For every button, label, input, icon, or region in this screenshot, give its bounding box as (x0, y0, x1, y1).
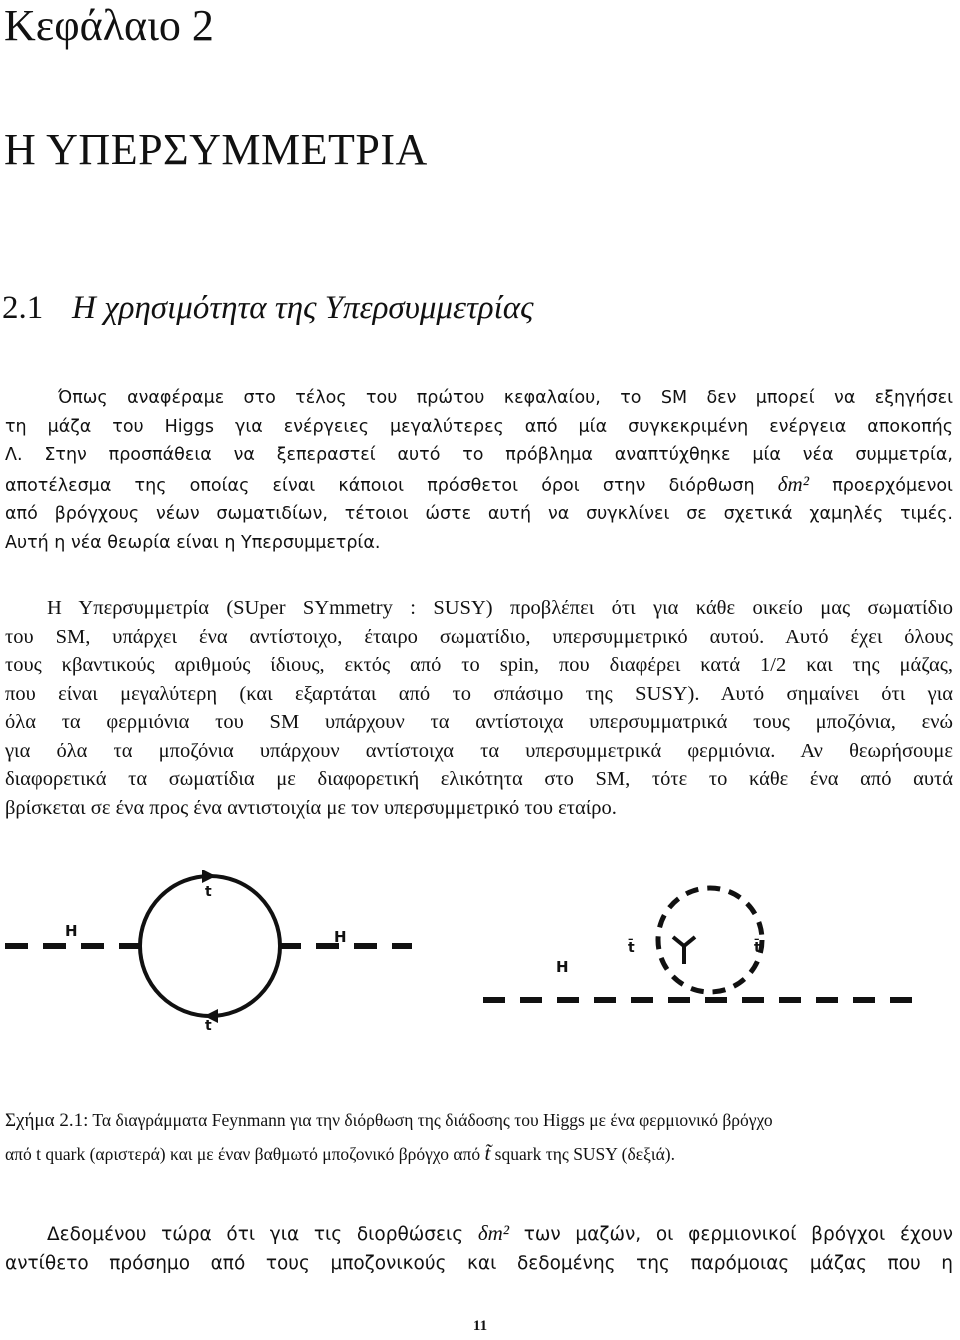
label-h: H (556, 958, 569, 976)
feynman-diagrams-figure (0, 870, 960, 1040)
text-line: του SM, υπάρχει ένα αντίστοιχο, έταιρο σωματίδιο, υπερσυμμετρικό αυτού. Αυτό έχει όλους (5, 625, 953, 648)
label-stop-right: t̄ (754, 940, 761, 956)
text-line: Αυτή η νέα θεωρία είναι η Υπερσυμμετρία. (5, 532, 381, 553)
math-dm2: δm² (477, 1221, 510, 1245)
text-line: που είναι μεγαλύτερη (και εξαρτάται από το σπάσιμο της SUSY). Αυτό σημαίνει ότι για (5, 682, 953, 705)
text-line: όλα τα φερμιόνια του SM υπάρχουν τα αντίστοιχα υπερσυμματρικά τους μποζόνια, ενώ (5, 711, 953, 733)
text-line: τους κβαντικούς αριθμούς ίδιους, εκτός από το spin, που διαφέρει κατά 1/2 και της μάζας, (5, 654, 953, 676)
scalar-loop-diagram (483, 888, 912, 1000)
section-title: Η χρησιμότητα της Υπερσυμμετρίας (72, 290, 534, 326)
caption-line (5, 1104, 955, 1137)
arrow-icon (202, 870, 216, 883)
caption-line (5, 1137, 955, 1171)
vertex-stub (684, 937, 695, 946)
text-line (5, 470, 953, 501)
text-line: για όλα τα μποζόνια υπάρχουν αντίστοιχα τα υπερσυμμετρικά φερμιόνια. Αν θεωρήσουμε (5, 739, 953, 762)
paragraph-corrections (5, 1219, 953, 1278)
label-t-bottom: t (205, 1018, 212, 1034)
figure-caption (5, 1104, 955, 1171)
text-line: αντίθετο πρόσημο από τους μποζονικούς και δεδομένης της παρόμοιας μάζας που η (5, 1252, 953, 1274)
text-line: Όπως αναφέραμε στο τέλος του πρώτου κεφαλαίου, το SM δεν μπορεί να εξηγήσει (58, 388, 953, 408)
fermion-loop-diagram (5, 870, 412, 1034)
text-segment: προερχόμενοι (832, 475, 953, 496)
caption-text: squark της SUSY (δεξιά). (494, 1144, 675, 1164)
text-line: Η Υπερσυμμετρία (SUper SYmmetry : SUSY) προβλέπει ότι για κάθε οικείο μας σωματίδιο (47, 597, 953, 619)
text-line: Λ. Στην προσπάθεια να ξεπεραστεί αυτό το πρόβλημα αναπτύχθηκε μία νέα συμμετρία, (5, 445, 953, 465)
chapter-label: Κεφάλαιο 2 (4, 1, 214, 50)
text-segment: των μαζών, οι φερμιονικοί βρόγχοι έχουν (523, 1224, 953, 1245)
vertex-stub (673, 937, 684, 946)
label-stop-left: t̄ (628, 940, 635, 956)
caption-text: από t quark (αριστερά) και με έναν βαθμωτό μποζονικό βρόγχο από (5, 1144, 481, 1164)
paragraph-susy (5, 594, 953, 822)
label-t-top: t (205, 884, 212, 900)
paragraph-intro (5, 384, 953, 557)
text-line: βρίσκεται σε ένα προς ένα αντιστοιχία με τον υπερσυμμετρικό του εταίρο. (5, 796, 617, 819)
section-heading (2, 290, 534, 327)
caption-text: Τα διαγράμματα Feynmann για την διόρθωση της διάδοσης του Higgs με ένα φερμιονικό βρόγχο (92, 1110, 773, 1130)
page-number: 11 (472, 1318, 488, 1334)
chapter-title: Η ΥΠΕΡΣΥΜΜΕΤΡΙΑ (4, 125, 428, 174)
math-stop: t̃ (484, 1141, 491, 1165)
label-h-right: H (334, 928, 347, 946)
text-line (5, 1219, 953, 1250)
text-line: από βρόγχους νέων σωματιδίων, τέτοιοι ώστε αυτή να συγκλίνει σε σχετικά χαμηλές τιμές. (5, 504, 953, 524)
text-line: διαφορετικά τα σωματίδια με διαφορετική ελικότητα στο SM, τότε το κάθε ένα από αυτά (5, 768, 953, 790)
math-dm2: δm² (777, 471, 810, 496)
label-h-left: H (65, 922, 78, 940)
text-segment: Δεδομένου τώρα ότι για τις διορθώσεις (47, 1224, 464, 1245)
text-line: τη μάζα του Higgs για ενέργειες μεγαλύτερες από μία συγκεκριμένη ενέργεια αποκοπής (5, 416, 953, 437)
caption-label: Σχήμα 2.1: (5, 1110, 89, 1131)
text-segment: αποτέλεσμα της οποίας είναι κάποιοι πρόσθετοι όροι στην διόρθωση (5, 475, 755, 496)
section-number: 2.1 (2, 290, 44, 326)
